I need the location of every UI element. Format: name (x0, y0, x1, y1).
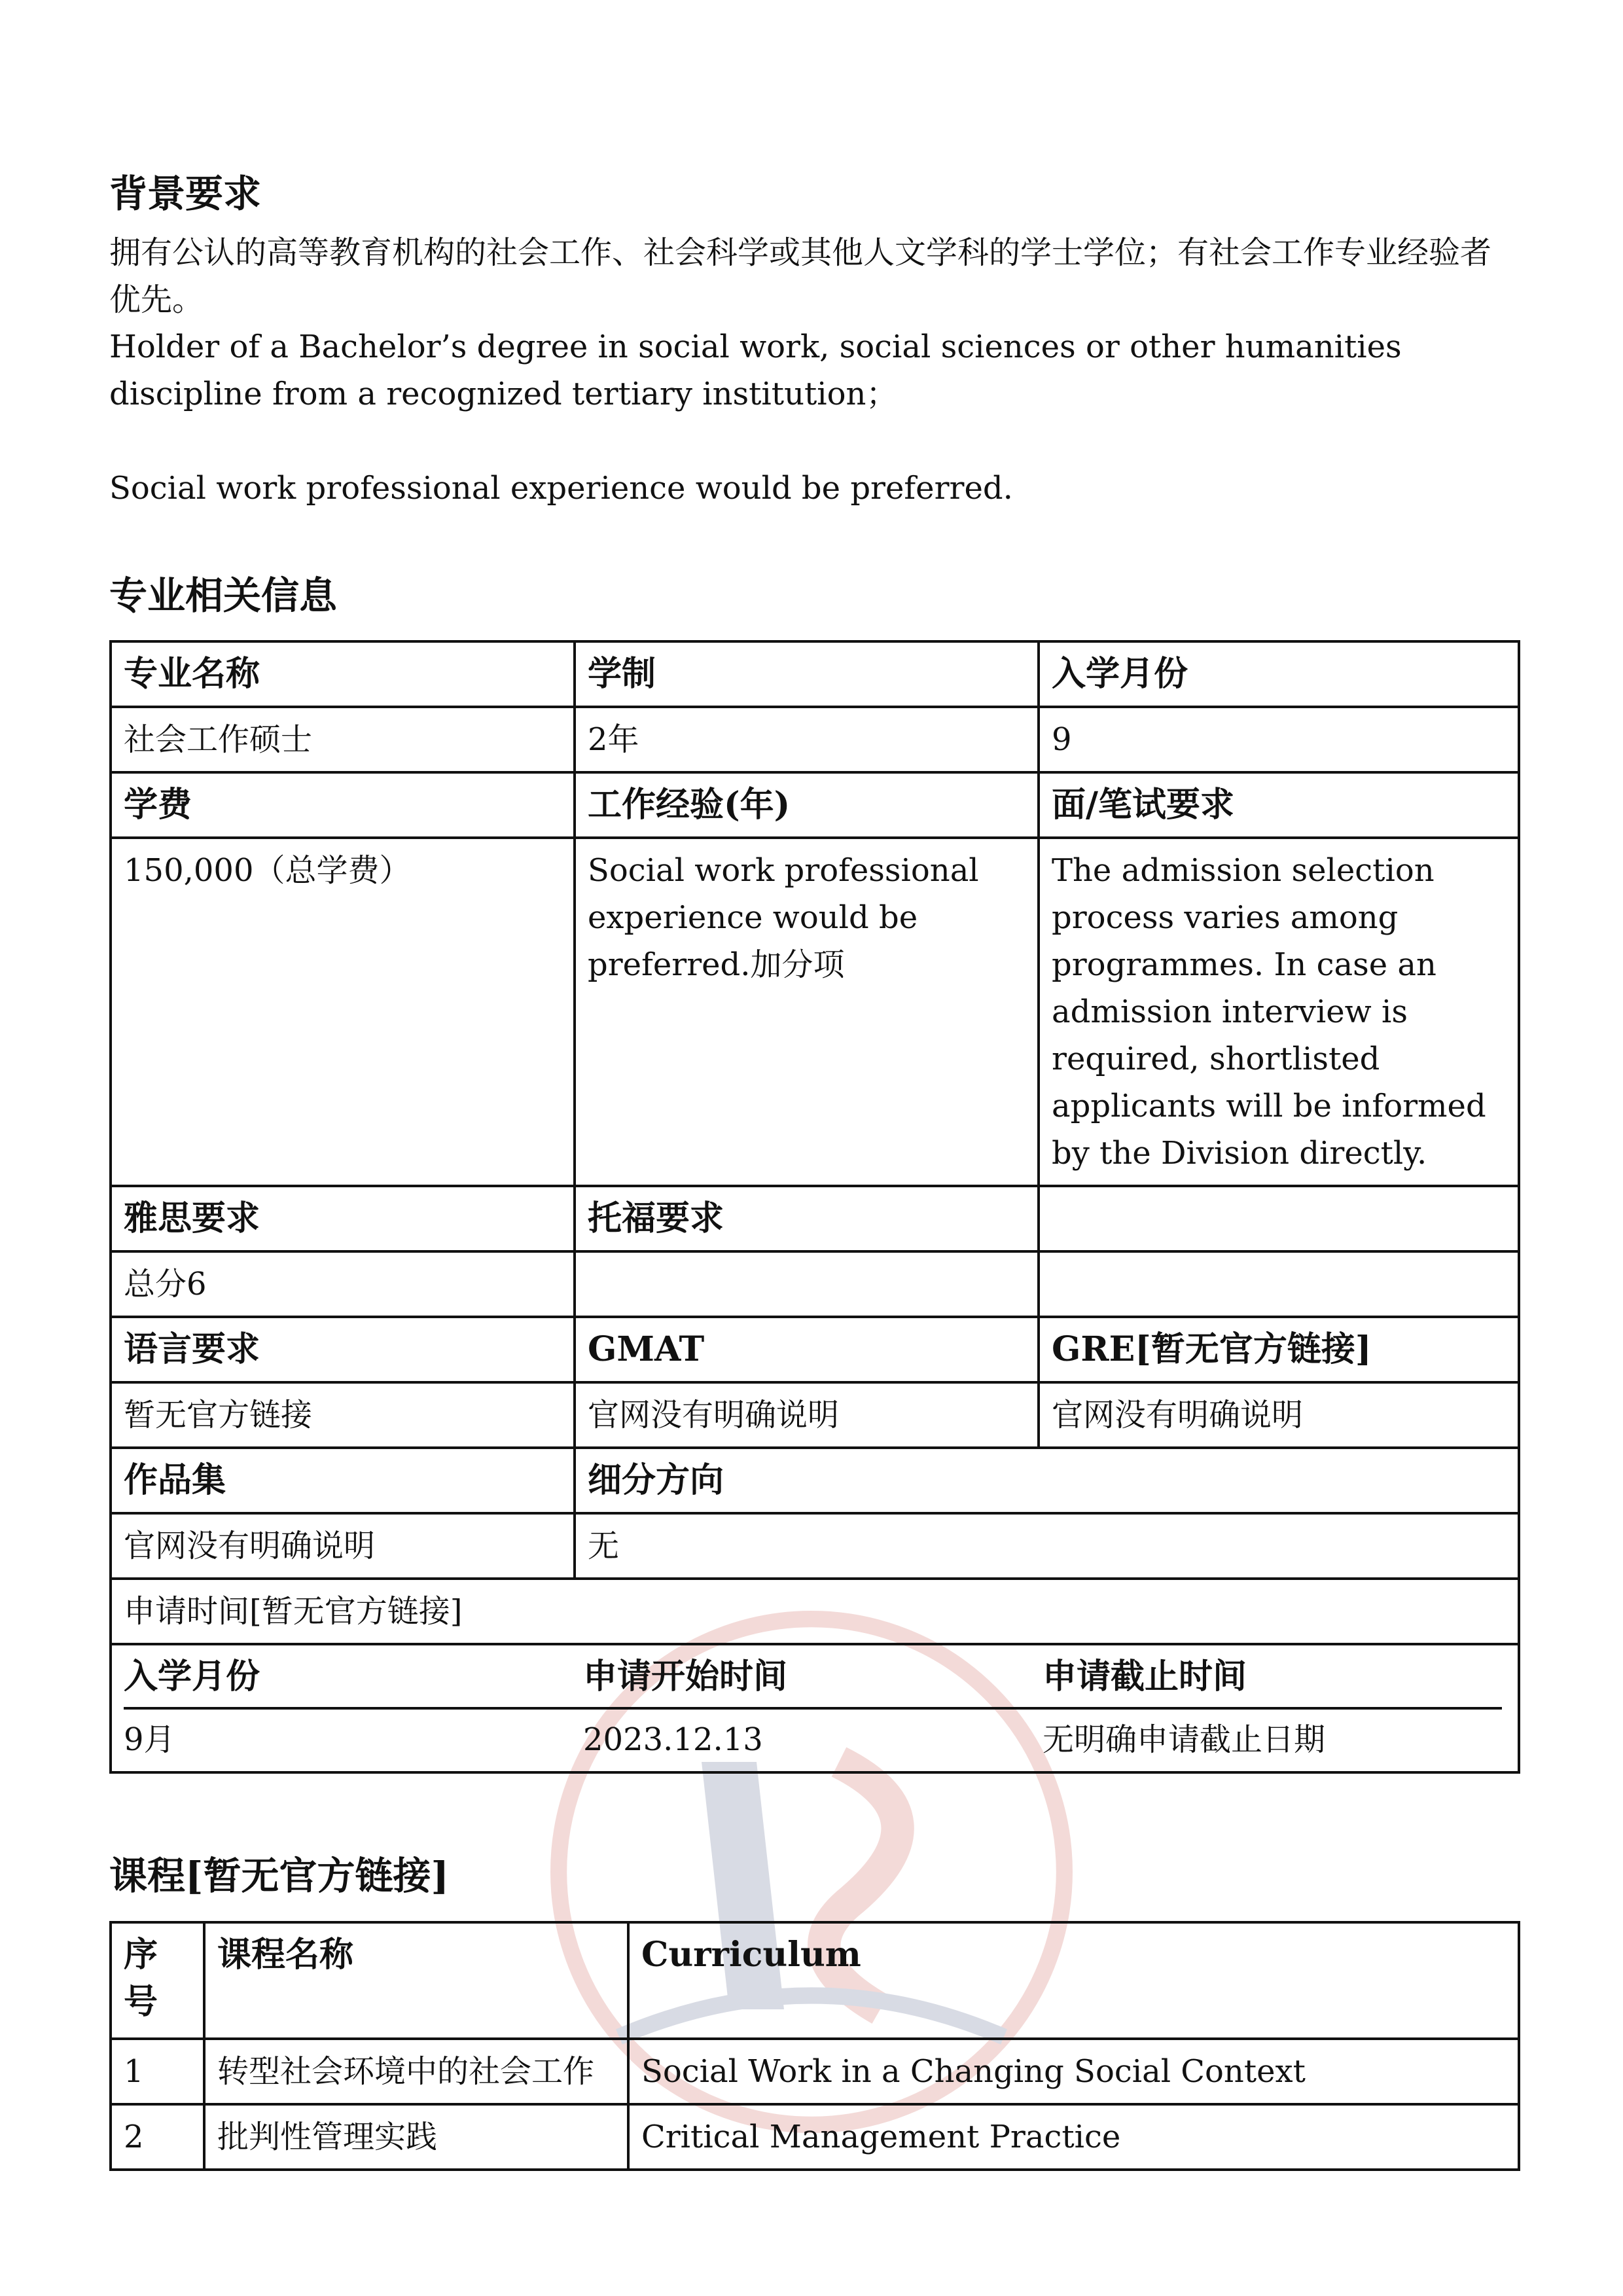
header-cell: 作品集 (111, 1448, 575, 1513)
header-cell: Curriculum (628, 1922, 1519, 2039)
apply-header-row (124, 1653, 1502, 1710)
background-text (109, 229, 1516, 512)
header-cell: 托福要求 (575, 1186, 1039, 1251)
header-cell: 专业名称 (111, 641, 575, 707)
apply-value-row (124, 1716, 1502, 1763)
table-row (111, 1186, 1519, 1251)
apply-subtable (111, 1644, 1519, 1772)
table-row (111, 1922, 1519, 2039)
value-cell: 2年 (575, 707, 1039, 772)
header-cell: 申请截止时间 (1043, 1657, 1247, 1696)
value-cell: 150,000（总学费） (111, 838, 575, 1186)
value-cell: 官网没有明确说明 (1039, 1382, 1519, 1448)
value-cell: 暂无官方链接 (111, 1382, 575, 1448)
table-row (111, 1448, 1519, 1513)
course-en: Critical Management Practice (628, 2104, 1519, 2170)
value-cell: The admission selection process varies among programmes. In case an admission interview is required, shortlisted applicants will be informed by the Division directly. (1039, 838, 1519, 1186)
table-row (111, 2104, 1519, 2170)
table-row (111, 838, 1519, 1186)
info-table (109, 640, 1520, 1774)
header-cell: 学制 (575, 641, 1039, 707)
header-cell: 学费 (111, 772, 575, 838)
header-cell: 入学月份 (1039, 641, 1519, 707)
header-cell: GRE[暂无官方链接] (1039, 1317, 1519, 1382)
header-cell: 雅思要求 (111, 1186, 575, 1251)
header-cell: 课程名称 (204, 1922, 628, 2039)
course-en: Social Work in a Changing Social Context (628, 2039, 1519, 2104)
value-cell: 官网没有明确说明 (111, 1513, 575, 1579)
value-cell: 2023.12.13 (583, 1721, 763, 1758)
course-no: 1 (111, 2039, 204, 2104)
table-row (111, 1644, 1519, 1772)
header-cell: 面/笔试要求 (1039, 772, 1519, 838)
background-line-en2: Social work professional experience would be preferred. (109, 470, 1013, 507)
table-row (111, 1579, 1519, 1644)
value-cell (1039, 1251, 1519, 1317)
value-cell: 无 (575, 1513, 1519, 1579)
header-cell: 细分方向 (575, 1448, 1519, 1513)
table-row (111, 707, 1519, 772)
header-cell: 工作经验(年) (575, 772, 1039, 838)
table-row (111, 1382, 1519, 1448)
header-cell (1039, 1186, 1519, 1251)
course-cn: 批判性管理实践 (204, 2104, 628, 2170)
table-row (111, 641, 1519, 707)
background-title: 背景要求 (109, 171, 262, 216)
header-cell: 入学月份 (124, 1657, 260, 1696)
apply-time-label: 申请时间[暂无官方链接] (111, 1579, 1519, 1644)
header-cell: GMAT (575, 1317, 1039, 1382)
value-cell: 无明确申请截止日期 (1043, 1721, 1326, 1758)
background-line-cn: 拥有公认的高等教育机构的社会工作、社会科学或其他人文学科的学士学位；有社会工作专业经验者优先。 (109, 234, 1492, 318)
table-row (111, 1317, 1519, 1382)
table-row (111, 2039, 1519, 2104)
courses-title: 课程[暂无官方链接] (109, 1854, 449, 1898)
value-cell: 9 (1039, 707, 1519, 772)
value-cell (575, 1251, 1039, 1317)
table-row (111, 1251, 1519, 1317)
info-title: 专业相关信息 (109, 573, 338, 618)
value-cell: 总分6 (111, 1251, 575, 1317)
header-cell: 序号 (111, 1922, 204, 2039)
courses-table (109, 1921, 1520, 2171)
value-cell: 官网没有明确说明 (575, 1382, 1039, 1448)
value-cell: 9月 (124, 1721, 175, 1758)
table-row (111, 772, 1519, 838)
course-cn: 转型社会环境中的社会工作 (204, 2039, 628, 2104)
background-line-en1: Holder of a Bachelor’s degree in social work, social sciences or other humanities discipline from a recognized tertiary institution； (109, 329, 1402, 412)
course-no: 2 (111, 2104, 204, 2170)
table-row (111, 1513, 1519, 1579)
header-cell: 申请开始时间 (583, 1657, 788, 1696)
header-cell: 语言要求 (111, 1317, 575, 1382)
value-cell: Social work professional experience would be preferred.加分项 (575, 838, 1039, 1186)
value-cell: 社会工作硕士 (111, 707, 575, 772)
